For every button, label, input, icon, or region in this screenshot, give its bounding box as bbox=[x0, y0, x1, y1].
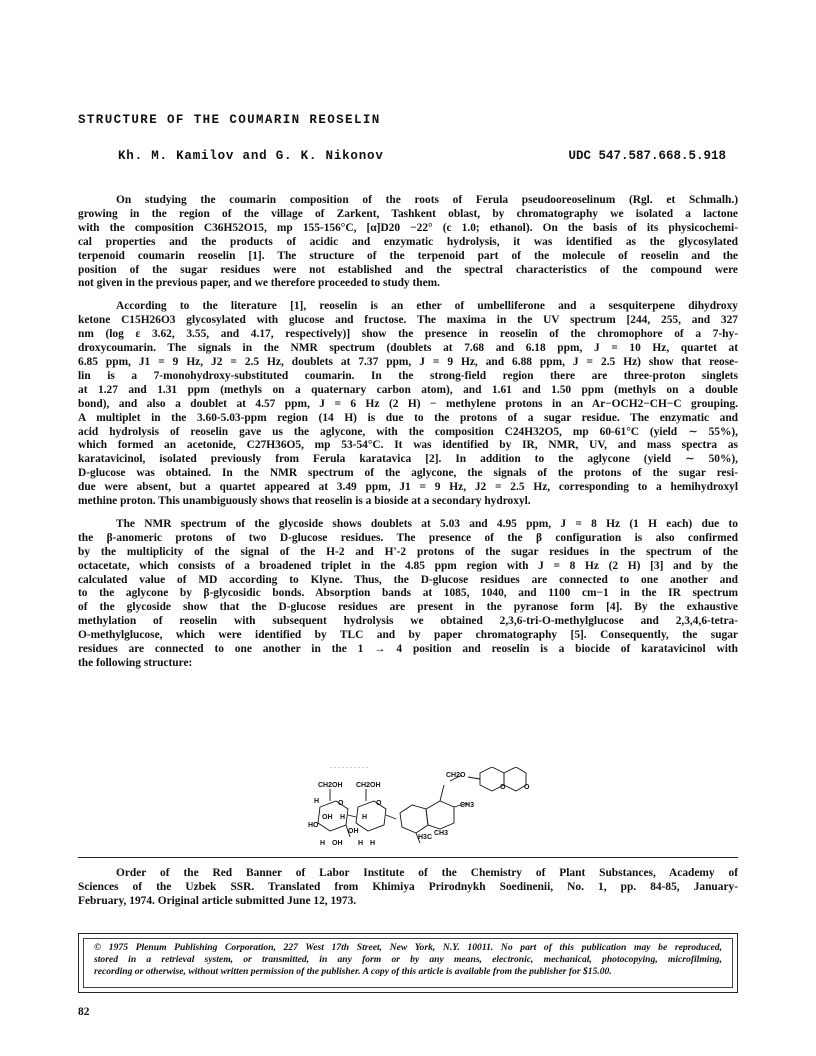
udc-code: UDC 547.587.668.5.918 bbox=[568, 149, 726, 163]
text-line: D-glucose was obtained. In the NMR spectrum of the aglycone, the signals of the protons of the sugar resi- bbox=[78, 467, 738, 480]
footnote-line: Order of the Red Banner of Labor Institute of the Chemistry of Plant Substances, Academy of bbox=[116, 867, 738, 879]
text-line: cal properties and the products of acidic and enzymatic hydrolysis, it was identified as the glycosylated bbox=[78, 235, 738, 248]
text-line: at 1.27 and 1.31 ppm (methyls on a quaternary carbon atom), and 1.61 and 1.50 ppm (methyls on a double bbox=[78, 383, 738, 396]
copyright-box bbox=[78, 933, 738, 993]
atom-label: CH3 bbox=[434, 830, 449, 837]
footnote-divider bbox=[78, 857, 738, 858]
copyright-text bbox=[83, 938, 733, 988]
page-number: 82 bbox=[78, 1006, 90, 1018]
footnote-line: February, 1974. Original article submitted June 12, 1973. bbox=[78, 894, 357, 907]
atom-label: O bbox=[500, 784, 506, 791]
text-line: 6.85 ppm, J1 = 9 Hz, J2 = 2.5 Hz, doublets at 7.37 ppm, J = 9 Hz, and 6.88 ppm, J = 2.5 Hz) show that reose- bbox=[78, 355, 738, 368]
text-line: the β-anomeric protons of two D-glucose residues. The presence of the β configuration is also confirmed bbox=[78, 531, 738, 544]
atom-label: CH2OH bbox=[356, 782, 381, 789]
bond bbox=[348, 815, 356, 817]
atom-label: CH3 bbox=[460, 802, 475, 809]
text-line: residues are connected to one another in the 1 → 4 position and reoselin is a biocide of karatavicinol with bbox=[78, 643, 738, 656]
copyright-line: stored in a retrieval system, or transmitted, in any form or by any means, electronic, mechanical, photocopying, microfilming, bbox=[94, 954, 722, 965]
atom-label: H bbox=[320, 840, 326, 847]
text-line: growing in the region of the village of Zarkent, Tashkent oblast, by chromatography we isolated a lactone bbox=[78, 207, 738, 220]
text-line: position of the sugar residues were not established and the spectral characteristics of the compound were bbox=[78, 263, 738, 276]
text-line: terpenoid coumarin reoselin [1]. The structure of the terpenoid part of the molecule of reoselin and the bbox=[78, 249, 738, 262]
atom-label: OH bbox=[348, 828, 359, 835]
paragraph-1 bbox=[78, 194, 738, 291]
text-line: by the multiplicity of the signal of the H-2 and H'-2 protons of the sugar residues in the spectrum of the bbox=[78, 545, 738, 558]
atom-label: H bbox=[340, 814, 346, 821]
text-line: acid hydrolysis of reoselin gave us the aglycone, with the composition C24H32O5, mp 60-61°C (yield ∼ 55%), bbox=[78, 425, 738, 438]
text-line: to the aglycone by β-glycosidic bonds. Absorption bands at 1085, 1040, and 1100 cm−1 in the IR spectrum bbox=[78, 587, 738, 600]
text-line: not given in the previous paper, and we therefore proceeded to study them. bbox=[78, 277, 440, 290]
atom-label: CH2OH bbox=[318, 782, 343, 789]
text-line: of the glycoside show that the D-glucose residues are present in the pyranose form [4]. By the exhaustive bbox=[78, 601, 738, 614]
text-line: methine proton. This unambiguously shows that reoselin is a bioside at a secondary hydroxyl. bbox=[78, 495, 531, 508]
text-line: ketone C15H26O3 glycosylated with glucose and fructose. The maxima in the UV spectrum [244, 255, and 327 bbox=[78, 314, 738, 327]
text-line: lin is a 7-monohydroxy-substituted coumarin. In the strong-field region there are three-proton singlets bbox=[78, 369, 738, 382]
bond bbox=[440, 785, 444, 801]
text-line: droxycoumarin. The signals in the NMR spectrum (doublets at 7.68 and 6.18 ppm, J = 10 Hz, quartet at bbox=[78, 342, 738, 355]
atom-label: O bbox=[524, 784, 530, 791]
coumarin-ring-2 bbox=[504, 767, 526, 791]
bond bbox=[386, 815, 396, 819]
atom-label: H bbox=[362, 814, 368, 821]
atom-label: H bbox=[358, 840, 364, 847]
article-body bbox=[78, 194, 738, 671]
atom-label: O bbox=[338, 800, 344, 807]
bond bbox=[468, 777, 480, 779]
text-line: with the composition C36H52O15, mp 155-156°C, [α]D20 −22° (c 1.0; ethanol). On the basis of its physicochemi- bbox=[78, 221, 738, 234]
text-line: bond), and also a doublet at 4.57 ppm, J = 6 Hz (2 H) − methylene protons in an Ar−OCH2−CH−C grouping. bbox=[78, 397, 738, 410]
author-line: Kh. M. Kamilov and G. K. Nikonov bbox=[118, 149, 384, 163]
glucose-ring-2 bbox=[356, 801, 386, 831]
text-line: The NMR spectrum of the glycoside shows doublets at 5.03 and 4.95 ppm, J = 8 Hz (1 H each) due to bbox=[116, 517, 738, 530]
terpenoid-ring-2 bbox=[426, 801, 454, 829]
atom-label: H bbox=[314, 798, 320, 805]
copyright-line: © 1975 Plenum Publishing Corporation, 227 West 17th Street, New York, N.Y. 10011. No part of this publication may be reproduced, bbox=[94, 942, 722, 953]
footnote-line: Sciences of the Uzbek SSR. Translated from Khimiya Prirodnykh Soedinenii, No. 1, pp. 84-85, January- bbox=[78, 880, 738, 893]
atom-label: H3C bbox=[418, 834, 433, 841]
copyright-line: recording or otherwise, without written permission of the publisher. A copy of this article is available from the publisher for $15.00. bbox=[94, 966, 612, 977]
text-line: which formed an acetonide, C27H36O5, mp 53-54°C. It was identified by IR, NMR, UV, and mass spectra as bbox=[78, 439, 738, 452]
terpenoid-ring-1 bbox=[400, 805, 428, 833]
text-line: nm (log ε 3.62, 3.55, and 4.17, respectively)] show the presence in reoselin of the chromophore of a 7-hy- bbox=[78, 328, 738, 341]
text-line: According to the literature [1], reoselin is an ether of umbelliferone and a sesquiterpene dihydroxy bbox=[116, 300, 738, 313]
atom-label: HO bbox=[308, 822, 319, 829]
text-line: due were absent, but a quartet appeared at 3.49 ppm, J1 = 9 Hz, J2 = 2.5 Hz, corresponding to a hemihydroxyl bbox=[78, 481, 738, 494]
text-line: O-methylglucose, which were identified by TLC and by paper chromatography [5]. Consequently, the sugar bbox=[78, 629, 738, 642]
text-line: octacetate, which consists of a broadened triplet in the 4.85 ppm region with J = 8 Hz (2 H) [3] and by the bbox=[78, 559, 738, 572]
text-line: calculated value of MD according to Klyne. Thus, the D-glucose residues are connected to one another and bbox=[78, 573, 738, 586]
paper-title: STRUCTURE OF THE COUMARIN REOSELIN bbox=[78, 113, 381, 127]
text-line: methylation of reoselin with subsequent hydrolysis we obtained 2,3,6-tri-O-methylglucose and 2,3,4,6-tetra- bbox=[78, 615, 738, 628]
text-line: On studying the coumarin composition of the roots of Ferula pseudooreoselinum (Rgl. et Schmalh.) bbox=[116, 194, 738, 206]
atom-label: H bbox=[370, 840, 376, 847]
text-line: karatavicinol, isolated previously from Ferula karatavica [2]. In addition to the aglycone (yield ∼ 50%), bbox=[78, 453, 738, 466]
atom-label: OH bbox=[322, 814, 333, 821]
paragraph-2 bbox=[78, 300, 738, 509]
atom-label: O bbox=[376, 800, 382, 807]
text-line: the following structure: bbox=[78, 657, 193, 669]
structure-svg bbox=[300, 767, 530, 867]
atom-label: CH2O bbox=[446, 772, 466, 779]
text-line: A multiplet in the 3.60-5.03-ppm region (14 H) is due to the protons of a sugar residue. The enzymatic and bbox=[78, 411, 738, 424]
footnote bbox=[78, 866, 738, 908]
paragraph-3 bbox=[78, 518, 738, 671]
atom-label: OH bbox=[332, 840, 343, 847]
structure-diagram bbox=[300, 767, 530, 867]
